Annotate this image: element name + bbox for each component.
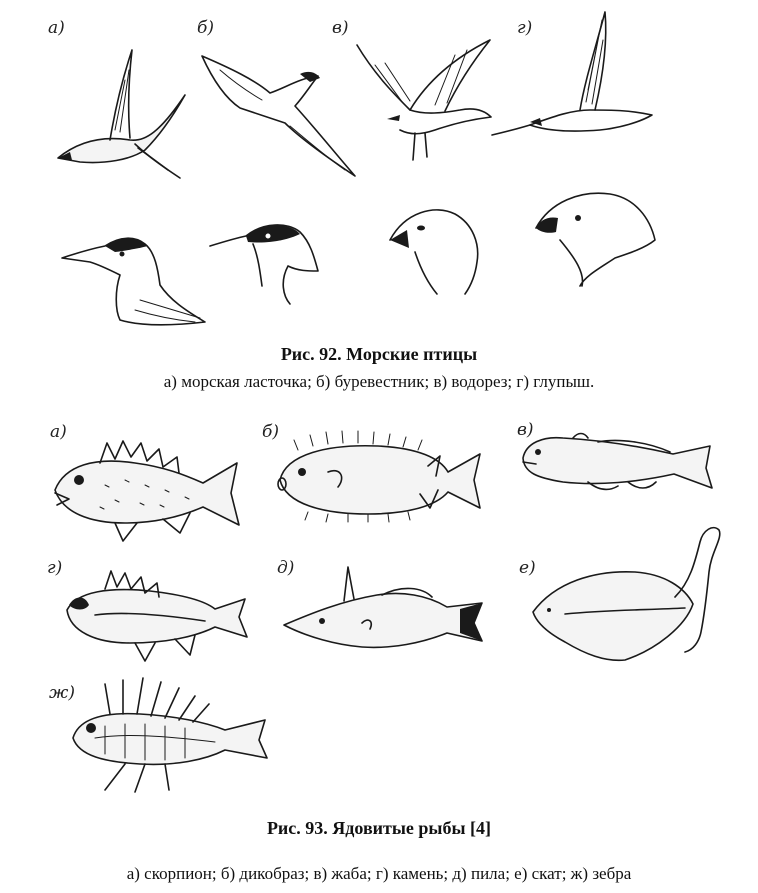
lionfish-illustration — [65, 678, 270, 793]
fish-label-e: е) — [519, 558, 536, 578]
figure-92-title: Рис. 92. Морские птицы — [280, 344, 478, 364]
scorpionfish-illustration — [45, 435, 245, 545]
tern-flying-illustration — [50, 40, 200, 180]
fish-label-d: д) — [277, 558, 295, 578]
fish-label-a: а) — [50, 422, 67, 442]
stonefish-illustration — [55, 565, 250, 665]
skimmer-head-illustration — [385, 202, 485, 297]
bird-label-b: б) — [197, 18, 215, 38]
petrel-head-illustration — [208, 216, 338, 306]
figure-93-title: Рис. 93. Ядовитые рыбы [4] — [266, 818, 492, 838]
bird-label-a: а) — [48, 18, 65, 38]
fish-label-zh: ж) — [49, 683, 75, 703]
toadfish-illustration — [518, 428, 718, 498]
fish-label-v: в) — [517, 420, 534, 440]
bird-label-v: в) — [332, 18, 349, 38]
fish-label-b: б) — [262, 422, 280, 442]
porcupinefish-illustration — [268, 432, 483, 522]
bird-label-g: г) — [517, 18, 533, 38]
stingray-illustration — [525, 522, 725, 667]
petrel-flying-illustration — [200, 48, 360, 178]
fulmar-flying-illustration — [490, 10, 660, 140]
figure-92-caption: а) морская ласточка; б) буревестник; в) водорез; г) глупыш. — [163, 372, 595, 391]
figure-93-caption: а) скорпион; б) дикобраз; в) жаба; г) камень; д) пила; е) скат; ж) зебра — [126, 864, 632, 883]
fish-label-g: г) — [47, 558, 63, 578]
skimmer-flying-illustration — [355, 35, 495, 165]
tern-head-illustration — [60, 230, 210, 330]
fulmar-head-illustration — [530, 188, 660, 288]
filefish-illustration — [282, 565, 487, 660]
